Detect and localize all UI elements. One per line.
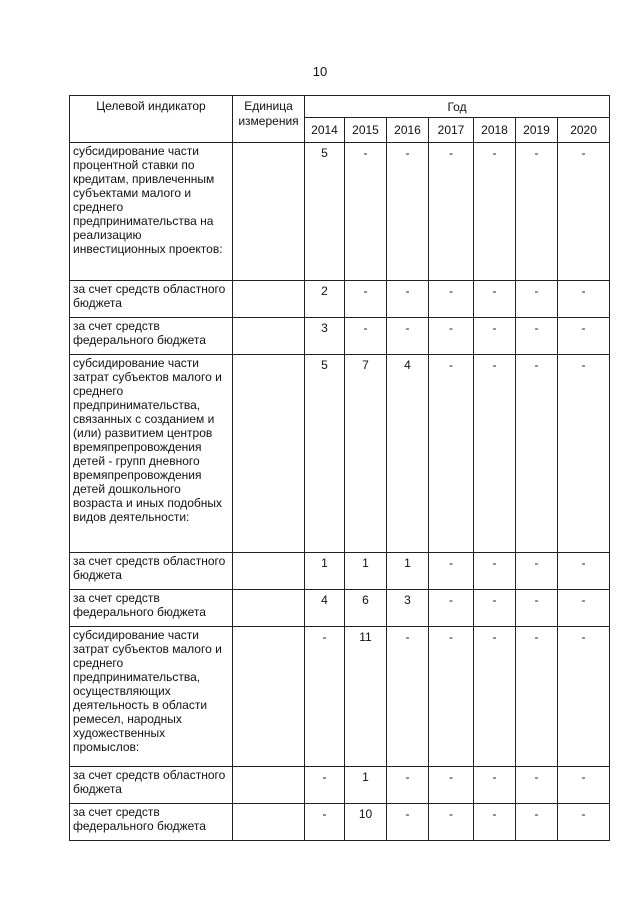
table-body bbox=[70, 143, 610, 841]
value-cell: - bbox=[558, 281, 610, 318]
value-cell: - bbox=[516, 590, 558, 627]
value-cell: 1 bbox=[305, 553, 345, 590]
value-cell: - bbox=[429, 627, 474, 767]
column-header-year: 2015 bbox=[345, 118, 387, 143]
value-cell: 4 bbox=[305, 590, 345, 627]
value-cell: - bbox=[516, 281, 558, 318]
value-cell: - bbox=[474, 143, 516, 281]
value-cell: 11 bbox=[345, 627, 387, 767]
indicator-cell: за счет средств федерального бюджета bbox=[70, 318, 233, 355]
column-header-year: 2019 bbox=[516, 118, 558, 143]
value-cell: 3 bbox=[387, 590, 429, 627]
indicator-cell: за счет средств федерального бюджета bbox=[70, 804, 233, 841]
unit-cell bbox=[233, 553, 305, 590]
value-cell: - bbox=[516, 804, 558, 841]
table-row bbox=[70, 627, 610, 767]
value-cell: - bbox=[387, 318, 429, 355]
column-header-year: 2020 bbox=[558, 118, 610, 143]
table-row bbox=[70, 355, 610, 553]
value-cell: - bbox=[516, 143, 558, 281]
unit-cell bbox=[233, 767, 305, 804]
value-cell: - bbox=[474, 281, 516, 318]
value-cell: - bbox=[516, 627, 558, 767]
value-cell: 6 bbox=[345, 590, 387, 627]
value-cell: - bbox=[558, 355, 610, 553]
value-cell: - bbox=[474, 627, 516, 767]
indicator-cell: за счет средств областного бюджета bbox=[70, 281, 233, 318]
value-cell: 7 bbox=[345, 355, 387, 553]
value-cell: - bbox=[558, 318, 610, 355]
value-cell: - bbox=[558, 143, 610, 281]
value-cell: - bbox=[387, 281, 429, 318]
column-header-indicator: Целевой индикатор bbox=[70, 96, 233, 143]
value-cell: - bbox=[429, 281, 474, 318]
indicator-cell: субсидирование части затрат субъектов малого и среднего предпринимательства, осуществляющих деятельность в области ремесел, народных художественных промыслов: bbox=[70, 627, 233, 767]
value-cell: - bbox=[474, 553, 516, 590]
value-cell: - bbox=[558, 804, 610, 841]
value-cell: 4 bbox=[387, 355, 429, 553]
value-cell: - bbox=[345, 318, 387, 355]
value-cell: - bbox=[387, 143, 429, 281]
unit-cell bbox=[233, 355, 305, 553]
value-cell: - bbox=[474, 767, 516, 804]
value-cell: - bbox=[516, 767, 558, 804]
table-row bbox=[70, 281, 610, 318]
value-cell: - bbox=[429, 767, 474, 804]
unit-cell bbox=[233, 143, 305, 281]
value-cell: - bbox=[516, 553, 558, 590]
value-cell: 5 bbox=[305, 355, 345, 553]
value-cell: - bbox=[558, 553, 610, 590]
indicator-cell: субсидирование части затрат субъектов малого и среднего предпринимательства, связанных с созданием и (или) развитием центров времяпрепровождения детей - групп дневного времяпрепровождения детей дошкольного возраста и иных подобных видов деятельности: bbox=[70, 355, 233, 553]
value-cell: - bbox=[474, 355, 516, 553]
value-cell: - bbox=[305, 627, 345, 767]
value-cell: - bbox=[387, 627, 429, 767]
value-cell: - bbox=[516, 318, 558, 355]
unit-cell bbox=[233, 590, 305, 627]
value-cell: 1 bbox=[345, 553, 387, 590]
value-cell: - bbox=[387, 804, 429, 841]
value-cell: - bbox=[429, 553, 474, 590]
unit-cell bbox=[233, 804, 305, 841]
value-cell: 3 bbox=[305, 318, 345, 355]
indicator-cell: субсидирование части процентной ставки по кредитам, привлеченным субъектами малого и среднего предпринимательства на реализацию инвестиционных проектов: bbox=[70, 143, 233, 281]
value-cell: - bbox=[345, 281, 387, 318]
column-header-year: 2014 bbox=[305, 118, 345, 143]
table-row bbox=[70, 767, 610, 804]
indicator-cell: за счет средств областного бюджета bbox=[70, 767, 233, 804]
value-cell: - bbox=[474, 318, 516, 355]
value-cell: 2 bbox=[305, 281, 345, 318]
column-header-year: 2016 bbox=[387, 118, 429, 143]
value-cell: - bbox=[345, 143, 387, 281]
indicators-table bbox=[69, 95, 610, 841]
unit-cell bbox=[233, 281, 305, 318]
table-row bbox=[70, 143, 610, 281]
value-cell: - bbox=[387, 767, 429, 804]
value-cell: 5 bbox=[305, 143, 345, 281]
value-cell: - bbox=[429, 355, 474, 553]
value-cell: - bbox=[558, 767, 610, 804]
column-header-year: 2018 bbox=[474, 118, 516, 143]
table-row bbox=[70, 590, 610, 627]
page-number: 10 bbox=[312, 64, 328, 79]
column-header-year: 2017 bbox=[429, 118, 474, 143]
value-cell: - bbox=[429, 804, 474, 841]
column-header-unit: Единица измерения bbox=[233, 96, 305, 143]
value-cell: - bbox=[474, 590, 516, 627]
unit-cell bbox=[233, 627, 305, 767]
value-cell: - bbox=[305, 767, 345, 804]
table-row bbox=[70, 553, 610, 590]
value-cell: - bbox=[429, 318, 474, 355]
indicator-cell: за счет средств областного бюджета bbox=[70, 553, 233, 590]
value-cell: - bbox=[558, 590, 610, 627]
table-row bbox=[70, 804, 610, 841]
value-cell: - bbox=[558, 627, 610, 767]
value-cell: 1 bbox=[387, 553, 429, 590]
indicator-cell: за счет средств федерального бюджета bbox=[70, 590, 233, 627]
value-cell: - bbox=[429, 590, 474, 627]
unit-cell bbox=[233, 318, 305, 355]
value-cell: 1 bbox=[345, 767, 387, 804]
value-cell: - bbox=[474, 804, 516, 841]
value-cell: - bbox=[516, 355, 558, 553]
table-row bbox=[70, 318, 610, 355]
value-cell: - bbox=[429, 143, 474, 281]
column-header-year-group: Год bbox=[305, 96, 610, 118]
value-cell: 10 bbox=[345, 804, 387, 841]
value-cell: - bbox=[305, 804, 345, 841]
header-row bbox=[70, 96, 610, 118]
